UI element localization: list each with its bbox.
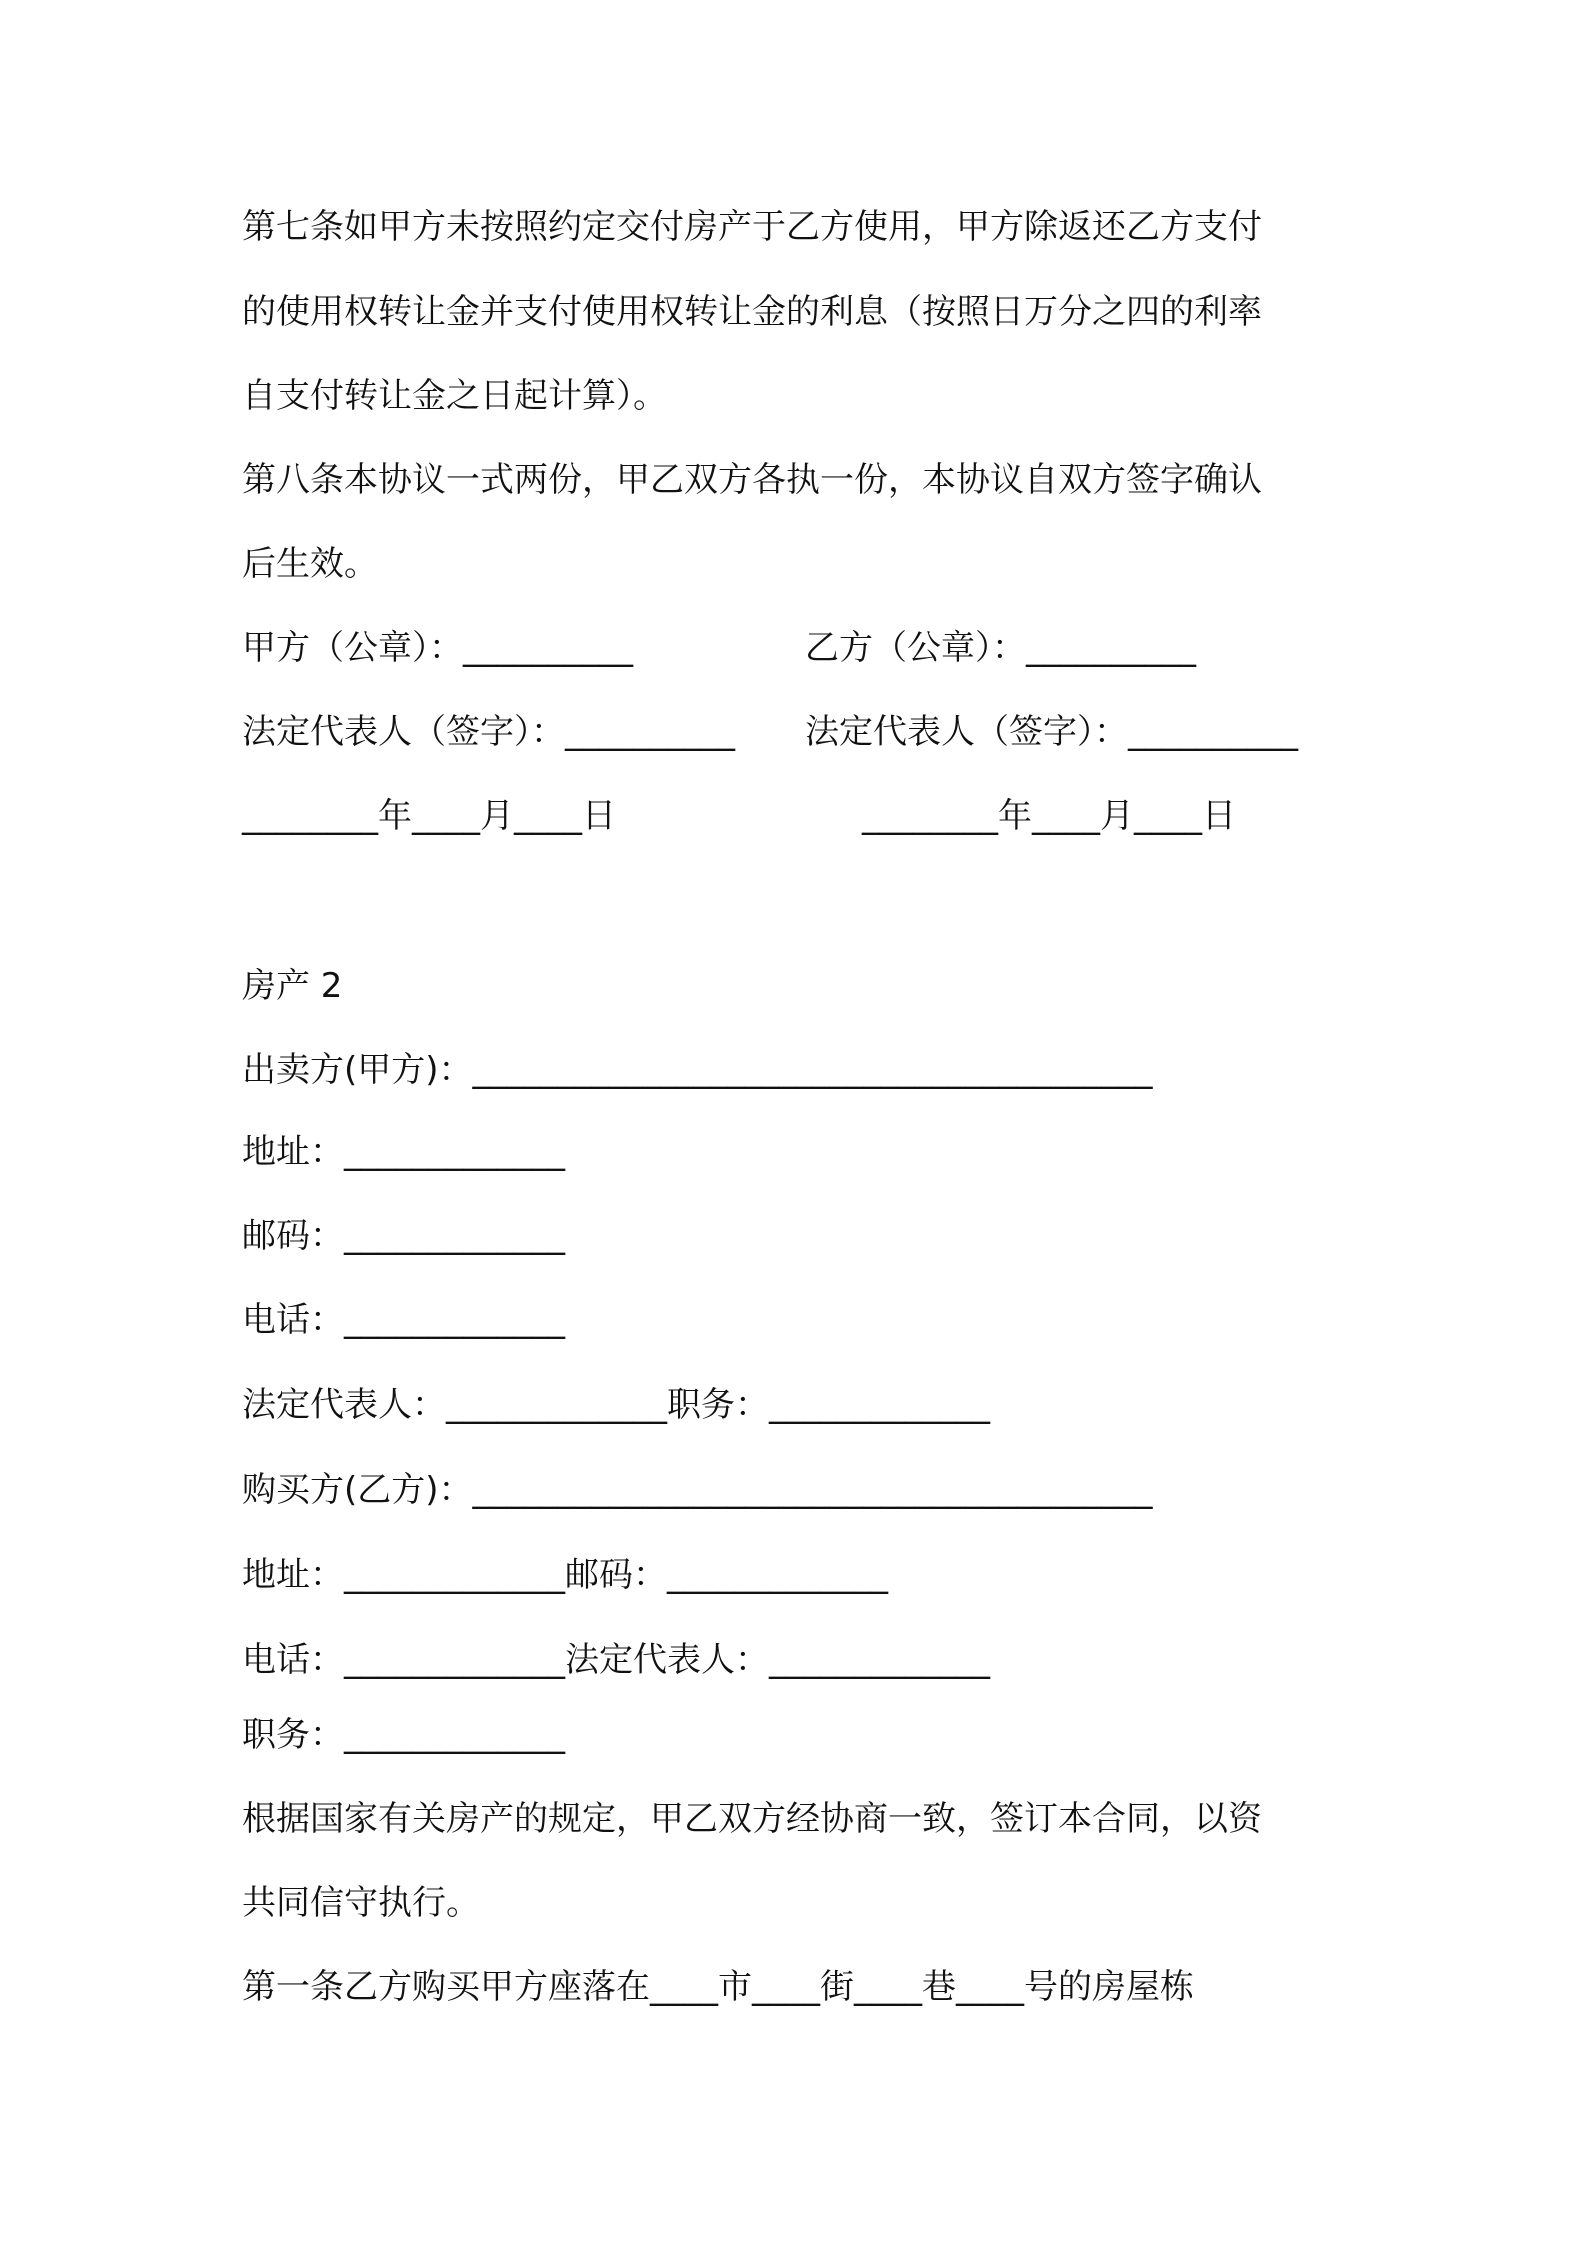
buyer-phone-rep-field: 电话：_____________法定代表人：_____________: [242, 1640, 990, 1680]
article7-line3: 自支付转让金之日起计算）。: [242, 376, 667, 416]
buyer-address-postcode-field: 地址：_____________邮码：_____________: [242, 1555, 888, 1595]
buyer-name-field: 购买方(乙方)：________________________________________: [242, 1470, 1153, 1510]
seller-postcode-field: 邮码：_____________: [242, 1216, 565, 1256]
section-title: 房产 2: [242, 966, 343, 1006]
article8-line1: 第八条本协议一式两份，甲乙双方各执一份，本协议自双方签字确认: [242, 460, 1262, 500]
party-a-seal-field: 甲方（公章）：__________: [242, 628, 633, 668]
party-b-seal-field: 乙方（公章）：__________: [805, 628, 1196, 668]
preamble-line1: 根据国家有关房产的规定，甲乙双方经协商一致，签订本合同，以资: [242, 1799, 1262, 1839]
party-b-date-field: ________年____月____日: [862, 796, 1236, 836]
article7-line1: 第七条如甲方未按照约定交付房产于乙方使用，甲方除返还乙方支付: [242, 207, 1262, 247]
article1-line1: 第一条乙方购买甲方座落在____市____街____巷____号的房屋栋: [242, 1967, 1194, 2007]
party-b-rep-signature-field: 法定代表人（签字）：__________: [805, 712, 1298, 752]
article8-line2: 后生效。: [242, 544, 378, 584]
seller-address-field: 地址：_____________: [242, 1132, 565, 1172]
buyer-title-field: 职务：_____________: [242, 1715, 565, 1755]
article7-line2: 的使用权转让金并支付使用权转让金的利息（按照日万分之四的利率: [242, 292, 1262, 332]
seller-rep-title-field: 法定代表人：_____________职务：_____________: [242, 1385, 990, 1425]
party-a-rep-signature-field: 法定代表人（签字）：__________: [242, 712, 735, 752]
preamble-line2: 共同信守执行。: [242, 1883, 480, 1923]
party-a-date-field: ________年____月____日: [242, 796, 616, 836]
seller-phone-field: 电话：_____________: [242, 1300, 565, 1340]
seller-name-field: 出卖方(甲方)：________________________________________: [242, 1050, 1153, 1090]
